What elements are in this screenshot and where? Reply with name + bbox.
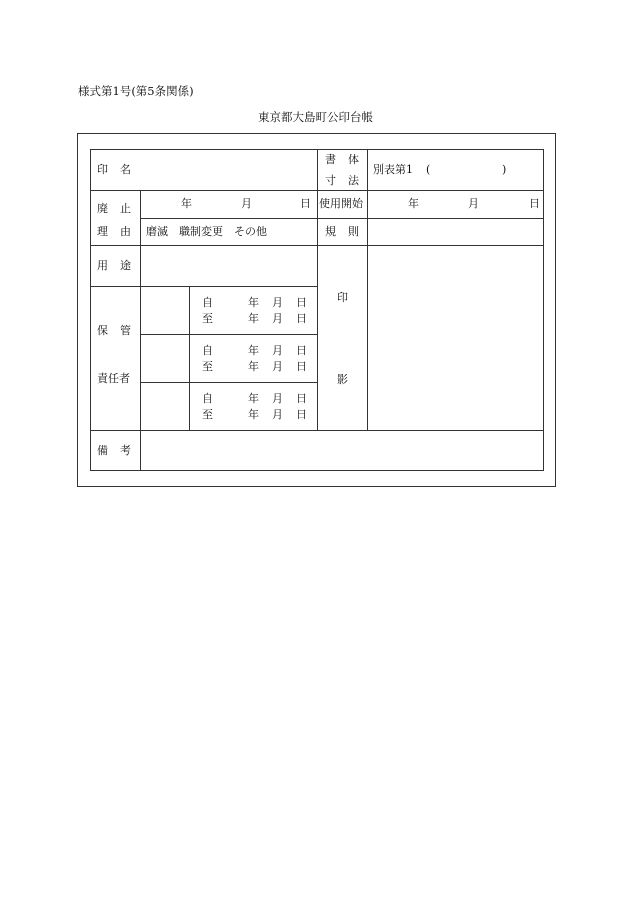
row-divider xyxy=(90,430,544,431)
row-divider xyxy=(140,218,544,219)
period-to: 至 xyxy=(202,312,213,325)
label-rule: 規 則 xyxy=(325,225,359,238)
period-from-year: 年 xyxy=(248,392,259,405)
period-to-year: 年 xyxy=(248,408,259,421)
period-from-day: 日 xyxy=(296,344,307,357)
label-abolish-reason: 理 由 xyxy=(97,225,131,238)
paren-open: ( xyxy=(426,163,431,176)
period-to-month: 月 xyxy=(272,360,283,373)
period-from-day: 日 xyxy=(296,392,307,405)
row-divider xyxy=(140,382,317,383)
period-from-day: 日 xyxy=(296,296,307,309)
label-responsible: 責任者 xyxy=(97,372,130,385)
period-from: 自 xyxy=(202,296,213,309)
period-to: 至 xyxy=(202,360,213,373)
row-divider xyxy=(140,334,317,335)
label-format-size-top: 書 体 xyxy=(325,153,359,166)
label-seal-image-bottom: 影 xyxy=(337,373,348,386)
period-to-year: 年 xyxy=(248,360,259,373)
abolish-day: 日 xyxy=(300,197,311,210)
period-to-month: 月 xyxy=(272,408,283,421)
col-divider xyxy=(140,190,141,471)
use-start-day: 日 xyxy=(529,197,540,210)
label-inkan-name: 印 名 xyxy=(97,163,131,176)
use-start-year: 年 xyxy=(408,197,419,210)
paren-close: ) xyxy=(502,163,507,176)
label-custody: 保 管 xyxy=(97,324,131,337)
period-from-year: 年 xyxy=(248,344,259,357)
label-purpose: 用 途 xyxy=(97,259,131,272)
document-title: 東京都大島町公印台帳 xyxy=(258,110,373,124)
abolish-month: 月 xyxy=(241,197,252,210)
row-divider xyxy=(90,286,317,287)
period-from: 自 xyxy=(202,392,213,405)
col-divider xyxy=(367,149,368,430)
period-to-month: 月 xyxy=(272,312,283,325)
period-from: 自 xyxy=(202,344,213,357)
period-from-year: 年 xyxy=(248,296,259,309)
period-to-year: 年 xyxy=(248,312,259,325)
col-divider xyxy=(189,286,190,430)
label-remarks: 備 考 xyxy=(97,444,131,457)
format-table-value: 別表第1 xyxy=(373,163,413,176)
period-to-day: 日 xyxy=(296,360,307,373)
col-divider xyxy=(317,149,318,430)
period-from-month: 月 xyxy=(272,344,283,357)
period-from-month: 月 xyxy=(272,296,283,309)
use-start-month: 月 xyxy=(468,197,479,210)
label-abolish: 廃 止 xyxy=(97,202,131,215)
period-to-day: 日 xyxy=(296,408,307,421)
abolish-reason-options: 磨滅 職制変更 その他 xyxy=(146,225,267,238)
period-from-month: 月 xyxy=(272,392,283,405)
form-caption: 様式第1号(第5条関係) xyxy=(78,84,194,98)
label-use-start: 使用開始 xyxy=(319,197,363,210)
period-to: 至 xyxy=(202,408,213,421)
period-to-day: 日 xyxy=(296,312,307,325)
abolish-year: 年 xyxy=(181,197,192,210)
label-seal-image-top: 印 xyxy=(337,291,348,304)
label-format-size-bottom: 寸 法 xyxy=(325,174,359,187)
